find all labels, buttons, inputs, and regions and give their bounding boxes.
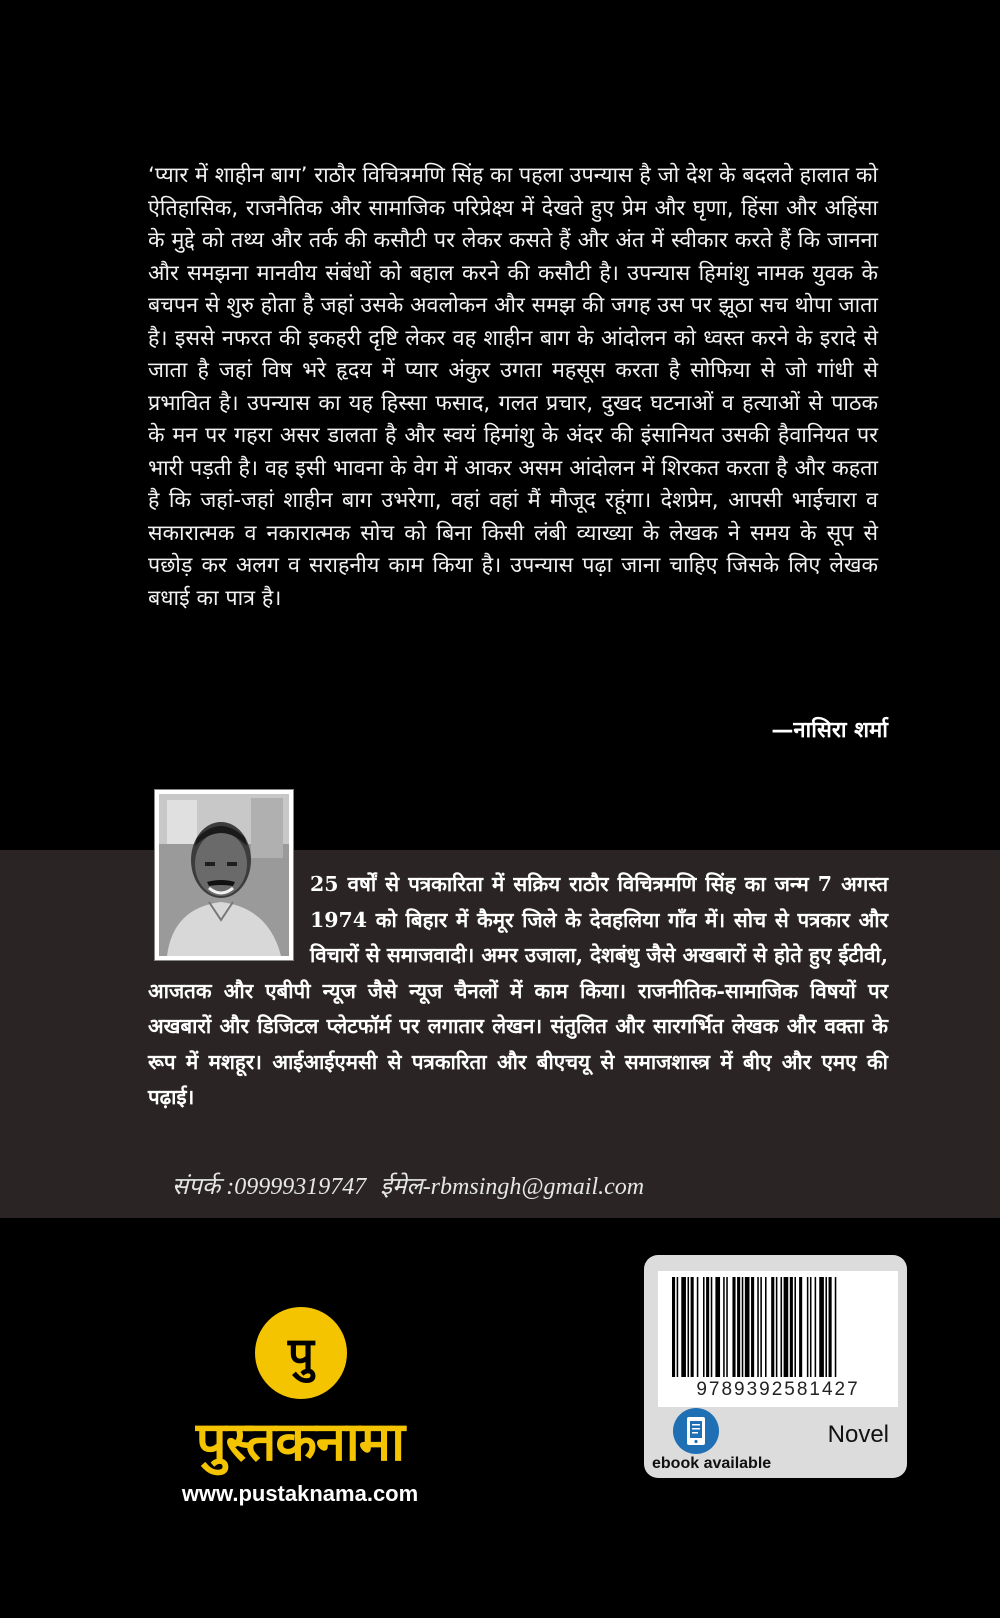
publisher-url: www.pustaknama.com	[181, 1481, 419, 1506]
barcode-label	[658, 1271, 898, 1407]
barcode-bar	[794, 1277, 796, 1377]
barcode-bar	[691, 1277, 694, 1377]
barcode-bar	[807, 1277, 809, 1377]
barcode-bar	[815, 1277, 817, 1377]
genre-label: Novel	[827, 1421, 889, 1448]
ebook-available-label: ebook available	[652, 1455, 772, 1472]
author-bio	[148, 867, 888, 1116]
barcode-bar	[723, 1277, 725, 1377]
publisher-name: पुस्तकनामा	[195, 1410, 405, 1473]
barcode-panel	[644, 1255, 907, 1478]
author-bio-text: 25 वर्षों से पत्रकारिता में सक्रिय राठौर विचित्रमणि सिंह का जन्म 7 अगस्त 1974 को बिहार में कैमूर जिले के देवहलिया गाँव में। सोच से पत्रकार और विचारों से समाजवादी। अमर उजाला, देशबंधु जैसे अखबारों से होते हुए ईटीवी, आजतक और एबीपी न्यूज जैसे न्यूज चैनलों में काम किया। राजनीतिक-सामाजिक विषयों पर अखबारों और डिजिटल प्लेटफॉर्म पर लगातार लेखन। संतुलित और सारगर्भित लेखक और वक्ता के रूप में मशहूर। आईआईएमसी से पत्रकारिता और बीएचयू से समाजशास्त्र में बीए और एमए की पढ़ाई।	[148, 872, 888, 1109]
publisher-logo-letter: पु	[287, 1327, 315, 1381]
barcode-bar	[819, 1277, 824, 1377]
barcode-bar	[771, 1277, 774, 1377]
barcode-bar	[732, 1277, 735, 1377]
barcode-bar	[711, 1277, 713, 1377]
barcode-bar	[781, 1277, 783, 1377]
barcode-bar	[810, 1277, 812, 1377]
ebook-icon	[672, 1407, 720, 1455]
barcode-bar	[706, 1277, 709, 1377]
barcode-bar	[760, 1277, 762, 1377]
barcode-bar	[715, 1277, 720, 1377]
blurb-attribution: —नासिरा शर्मा	[771, 718, 888, 743]
contact-phone: संपर्क :09999319747	[172, 1174, 367, 1200]
barcode-bar	[672, 1277, 675, 1377]
bio-photo-spacer	[148, 867, 310, 967]
barcode-bar	[697, 1277, 699, 1377]
barcode-bar	[681, 1277, 686, 1377]
barcode-bar	[742, 1277, 744, 1377]
barcode-bar	[737, 1277, 740, 1377]
contact-email: ईमेल-rbmsingh@gmail.com	[380, 1174, 645, 1200]
barcode-bar	[726, 1277, 728, 1377]
publisher-logo-icon	[252, 1304, 350, 1402]
barcode-bar	[825, 1277, 827, 1377]
isbn-number: 9789392581427	[696, 1379, 860, 1400]
barcode-bar	[790, 1277, 793, 1377]
barcode-bar	[751, 1277, 754, 1377]
barcode-bar	[835, 1277, 837, 1377]
author-contact	[172, 1169, 644, 1202]
barcode-bar	[784, 1277, 789, 1377]
barcode-bar	[776, 1277, 778, 1377]
barcode-bar	[745, 1277, 750, 1377]
barcode-bar	[703, 1277, 705, 1377]
barcode-bar	[829, 1277, 832, 1377]
barcode-bar	[757, 1277, 759, 1377]
barcode-bar	[765, 1277, 767, 1377]
blurb-text: ‘प्यार में शाहीन बाग’ राठौर विचित्रमणि सिंह का पहला उपन्यास है जो देश के बदलते हालात को ऐतिहासिक, राजनैतिक और सामाजिक परिप्रेक्ष्य में देखते हुए प्रेम और घृणा, हिंसा और अहिंसा के मुद्दे को तथ्य और तर्क की कसौटी पर लेकर कसते हैं और अंत में स्वीकार करते हैं कि जानना और समझना मानवीय संबंधों को बहाल करने की कसौटी है। उपन्यास हिमांशु नामक युवक के बचपन से शुरु होता है जहां उसके अवलोकन और समझ की जगह उस पर झूठा सच थोपा जाता है। इससे नफरत की इकहरी दृष्टि लेकर वह शाहीन बाग के आंदोलन को ध्वस्त करने के इरादे से जाता है जहां विष भरे हृदय में प्यार अंकुर उगता महसूस करता है सोफिया से जो गांधी से प्रभावित है। उपन्यास का यह हिस्सा फसाद, गलत प्रचार, दुखद घटनाओं व हत्याओं से पाठक के मन पर गहरा असर डालता है और स्वयं हिमांशु के अंदर की इंसानियत उसकी हैवानियत पर भारी पड़ती है। वह इसी भावना के वेग में आकर असम आंदोलन में शिरकत करता है और कहता है कि जहां-जहां शाहीन बाग उभरेगा, वहां वहां मैं मौजूद रहूंगा। देशप्रेम, आपसी भाईचारा व सकारात्मक व नकारात्मक सोच को बिना किसी लंबी व्याख्या के लेखक ने समय के सूप से पछोड़ कर अलग व सराहनीय काम किया है। उपन्यास पढ़ा जाना चाहिए जिसके लिए लेखक बधाई का पात्र है।	[148, 163, 878, 611]
barcode-bar	[799, 1277, 802, 1377]
barcode-bar	[677, 1277, 679, 1377]
barcode-bar	[688, 1277, 690, 1377]
barcode-bars	[672, 1277, 884, 1377]
